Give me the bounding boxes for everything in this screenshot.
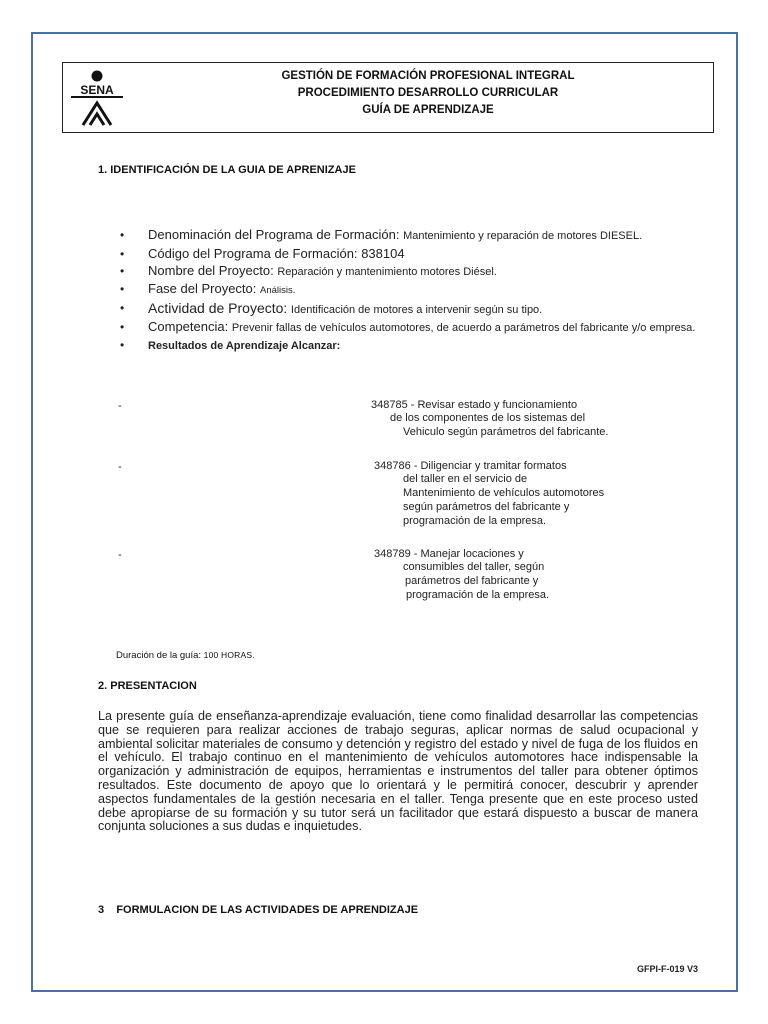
item-value: Prevenir fallas de vehículos automotores, de acuerdo a parámetros del fabricante y/o empresa. [231, 322, 696, 334]
duration-label: Duración de la guía: [116, 650, 202, 661]
sena-logo [67, 67, 127, 129]
item-value: Mantenimiento y reparación de motores DIESEL. [403, 230, 643, 242]
identification-list [98, 228, 698, 356]
bullet-icon: • [120, 338, 125, 352]
bullet-icon: • [120, 282, 125, 296]
list-item [98, 320, 698, 335]
result-line: del taller en el servicio de [403, 473, 528, 485]
header-title-3: GUÍA DE APRENDIZAJE [362, 104, 494, 116]
list-item [98, 247, 698, 261]
result-dash: - [118, 461, 122, 473]
duration [116, 650, 255, 661]
list-item [98, 338, 698, 353]
header-title-2: PROCEDIMIENTO DESARROLLO CURRICULAR [297, 87, 559, 99]
logo-text: SENA [80, 83, 114, 97]
result-line: Vehiculo según parámetros del fabricante. [403, 426, 609, 438]
bullet-icon: • [120, 301, 125, 315]
list-item [98, 264, 698, 279]
section3-title [98, 904, 418, 916]
result-dash: - [118, 549, 122, 561]
result-line: programación de la empresa. [403, 515, 547, 527]
list-item [98, 282, 698, 298]
page-frame [31, 32, 738, 992]
result-line: parámetros del fabricante y [405, 575, 539, 587]
item-label: Nombre del Proyecto: [148, 263, 274, 278]
bullet-icon: • [120, 264, 125, 278]
form-code: GFPI-F-019 V3 [636, 964, 698, 974]
item-label: Competencia: [148, 319, 229, 334]
item-label: Denominación del Programa de Formación: [148, 227, 400, 242]
header-title-1: GESTIÓN DE FORMACIÓN PROFESIONAL INTEGRAL [281, 70, 575, 82]
bullet-icon: • [120, 320, 125, 334]
item-label: Resultados de Aprendizaje Alcanzar: [148, 340, 341, 352]
item-value: Análisis. [260, 285, 296, 296]
result-line: según parámetros del fabricante y [403, 501, 570, 513]
section3-title-text: 3 FORMULACION DE LAS ACTIVIDADES DE APRENDIZAJE [98, 904, 419, 916]
bullet-icon: • [120, 228, 125, 242]
section1-title: 1. IDENTIFICACIÓN DE LA GUIA DE APRENIZAJE [98, 164, 356, 176]
bullet-icon: • [120, 247, 125, 261]
result-dash: - [118, 400, 122, 412]
item-label: Fase del Proyecto: [148, 281, 257, 296]
result-line: de los componentes de los sistemas del [390, 412, 586, 424]
section2-title: 2. PRESENTACION [98, 680, 197, 692]
item-value: 838104 [361, 246, 405, 261]
item-label: Código del Programa de Formación: [148, 246, 358, 261]
list-item [98, 228, 698, 243]
result-line: Mantenimiento de vehículos automotores [403, 487, 605, 499]
result-line: 348789 - Manejar locaciones y [374, 548, 524, 560]
document-header [62, 62, 714, 133]
list-item [98, 301, 698, 317]
result-line: 348785 - Revisar estado y funcionamiento [371, 399, 578, 411]
result-line: 348786 - Diligenciar y tramitar formatos [374, 460, 567, 472]
item-value: Identificación de motores a intervenir según su tipo. [290, 304, 543, 316]
duration-value: 100 HORAS. [203, 650, 255, 660]
item-value: Reparación y mantenimiento motores Diésel. [277, 266, 497, 278]
result-line: programación de la empresa. [406, 589, 550, 601]
presentation-text: La presente guía de enseñanza-aprendizaje evaluación, tiene como finalidad desarrollar las competencias que se requieren para realizar acciones de trabajo seguras, aplicar normas de salud ocupacional y ambiental solicitar materiales de consumo y detención y registro del estado y nivel de fuga de los fluidos en el vehículo. El trabajo continuo en el mantenimiento de vehículos automotores hace indispensable la organización y administración de equipos, herramientas e instrumentos del taller para obtener óptimos resultados. Este documento de apoyo que lo orientará y le permitirá conocer, descubrir y aprender aspectos fundamentales de la gestión necesaria en el taller. Tenga presente que en este proceso usted debe apropiarse de su formación y su tutor será un facilitador que estará dispuesto a buscar de manera conjunta soluciones a sus dudas e inquietudes. [98, 709, 698, 834]
result-line: consumibles del taller, según [403, 561, 545, 573]
item-label: Actividad de Proyecto: [148, 300, 288, 316]
